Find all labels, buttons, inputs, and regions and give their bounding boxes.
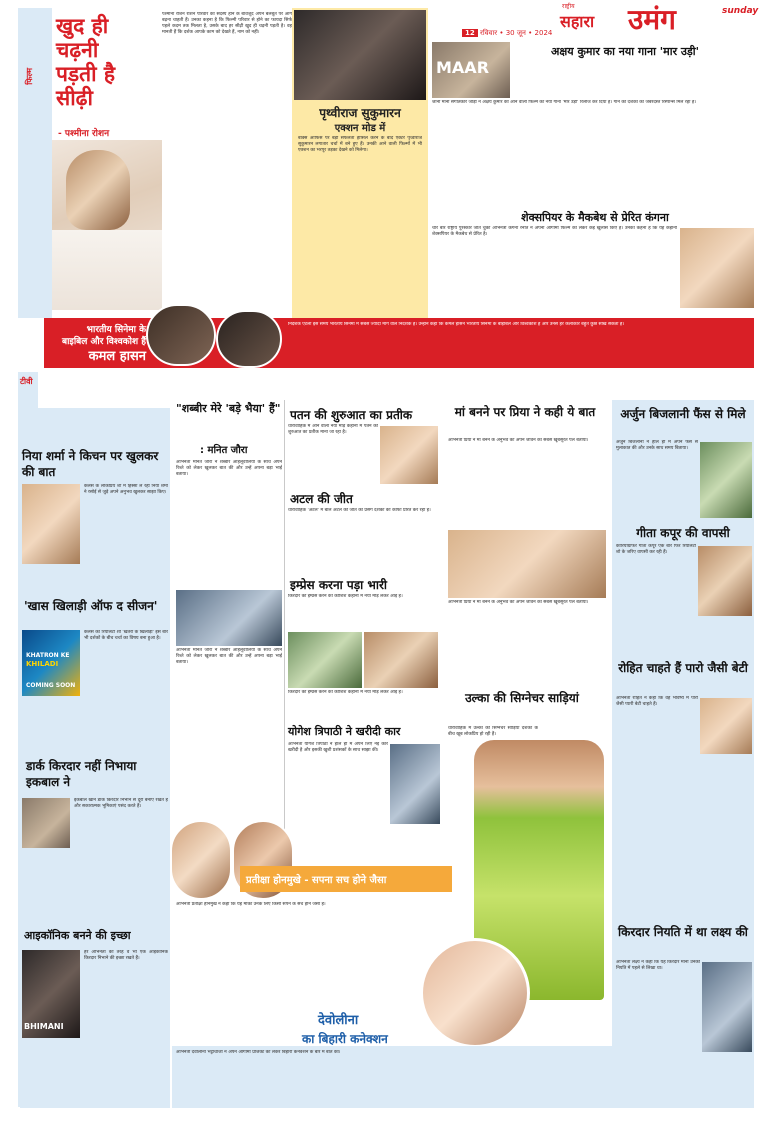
patan-headline: पतन की शुरुआत का प्रतीक	[290, 408, 413, 422]
devoleena-headline: का बिहारी कनेक्शन	[302, 1032, 388, 1046]
kirdar-body: अभिनेता लक्ष्य ने कहा कि यह किरदार मानो उनकी नियति में पहले से लिखा था।	[616, 960, 700, 971]
priya-headline: मां बनने पर प्रिया ने कही ये बात	[454, 405, 596, 419]
kamal-photo-1	[146, 304, 216, 366]
geeta-photo	[698, 546, 752, 616]
akshay-photo	[432, 42, 510, 98]
devoleena-photo	[420, 938, 530, 1048]
lead-headline: खुद ही चढ़नी पड़ती है सीढ़ी	[56, 14, 116, 110]
sidebar-film	[18, 8, 52, 318]
niya-body: कलर्स के लोकप्रिय शो में हिस्सा ले रहीं निया शर्मा ने रसोई से जुड़े अपने अनुभव खुलकर साझा किए।	[84, 484, 168, 495]
impress-photo-1	[288, 632, 362, 688]
kamal-name: कमल हासन	[88, 349, 146, 364]
kangana-body: चार बार राष्ट्रीय पुरस्कार जीत चुकीं अभिनेत्री कंगना रनौत ने अपनी आगामी फिल्म को लेकर कई खुलासे किए हैं। उनका कहना है कि यह कहानी शेक्सपियर के मैकबेथ से प्रेरित है।	[432, 226, 677, 237]
iqbal-photo	[22, 798, 70, 848]
ulka-body: धारावाहिक में उल्का की सिग्नेचर साड़ियां दर्शकों के बीच खूब लोकप्रिय हो रही हैं।	[448, 726, 538, 737]
khatron-badge-3: COMING SOON	[26, 682, 76, 689]
brand-top: राष्ट्रीय	[562, 3, 575, 10]
akshay-body: जानी मानी संगीतकार जोड़ी ने अक्षय कुमार की आने वाली फिल्म का नया गाना 'मार उड़ी' रिलीज कर दिया है। गाने को दर्शकों का जबरदस्त रिस्पॉन्स मिल रहा है।	[432, 100, 697, 105]
col2-divider	[284, 400, 285, 840]
lead-byline: - पश्मीना रोशन	[58, 129, 110, 139]
rohit-headline: रोहित चाहते हैं पारो जैसी बेटी	[618, 661, 748, 675]
prithviraj-tagline: एक्शन मोड में	[334, 123, 386, 134]
khatron-badge-2: KHILADI	[26, 660, 59, 668]
impress-photo-2	[364, 632, 438, 688]
patan-body: धारावाहिक में आने वाला नया मोड़ कहानी में पतन की शुरुआत का प्रतीक माना जा रहा है।	[288, 424, 378, 435]
rohit-body: अभिनेता रोहित ने कहा कि वह भविष्य में पारो जैसी प्यारी बेटी चाहते हैं।	[616, 696, 698, 707]
priya-body-2: अभिनेत्री प्रिया ने मां बनने के अनुभव को अपने जीवन का सबसे खूबसूरत पल बताया।	[448, 600, 589, 605]
yogesh-body: अभिनेता योगेश त्रिपाठी ने हाल ही में अपने लिए नई कार खरीदी है और इसकी खुशी प्रशंसकों के साथ साझा की।	[288, 742, 388, 753]
iconic-headline: आइकॉनिक बनने की इच्छा	[24, 929, 131, 942]
sidebar-tv-label: टीवी	[20, 377, 33, 386]
iqbal-body: इकबाल खान डार्क किरदार निभाने से दूरी बनाए रखते हैं और सकारात्मक भूमिकाएं पसंद करते हैं।	[74, 798, 168, 809]
prithviraj-name: पृथ्वीराज सुकुमारन	[319, 106, 401, 120]
niya-photo	[22, 484, 80, 564]
khatron-headline: 'खास खिलाड़ी ऑफ द सीजन'	[24, 599, 158, 613]
shabir-photo	[176, 590, 282, 646]
akshay-headline: अक्षय कुमार का नया गाना 'मार उड़ी'	[550, 45, 700, 58]
lead-dress	[52, 230, 162, 310]
niya-headline: निया शर्मा ने किचन पर खुलकर की बात	[22, 449, 159, 479]
year: 2024	[534, 29, 553, 37]
ulka-headline: उल्का की सिग्नेचर साड़ियां	[465, 691, 579, 705]
impress-body: किरदार को इम्प्रेस करने की कोशिश कहानी में नया मोड़ लेकर आई है।	[288, 594, 403, 599]
iconic-photo	[22, 950, 80, 1038]
kamal-title-1: भारतीय सिनेमा के	[86, 325, 146, 335]
dateline: 12 रविवार • 30 जून • 2024	[462, 29, 630, 39]
khatron-photo	[22, 630, 80, 696]
akshay-poster-text: MAAR	[436, 58, 490, 77]
lead-photo	[52, 140, 162, 310]
priya-body: अभिनेत्री प्रिया ने मां बनने के अनुभव को अपने जीवन का सबसे खूबसूरत पल बताया।	[448, 438, 589, 443]
devoleena-body: अभिनेत्री देवोलीना भट्टाचार्जी ने अपने आगामी प्रोजेक्ट को लेकर बिहारी कनेक्शन के बारे में बात की।	[176, 1050, 341, 1055]
shabir-byline: : मनित जौरा	[200, 445, 248, 456]
impress-body-2: किरदार को इम्प्रेस करने की कोशिश कहानी में नया मोड़ लेकर आई है।	[288, 690, 403, 695]
patan-photo	[380, 426, 438, 484]
priya-photo	[448, 530, 606, 598]
pratiksha-photo-1	[170, 820, 232, 900]
pratiksha-body: अभिनेत्री प्रतीक्षा होनमुखे ने कहा कि यह मौका उनके लिए किसी सपने के सच होने जैसा है।	[176, 902, 326, 907]
section-logo: उमंग	[628, 3, 676, 36]
kamal-title-2: बाइबिल और विश्वकोश हैं	[61, 337, 146, 347]
brand-logo: सहारा	[560, 12, 595, 31]
khatron-body: कलर्स का रियलिटी शो 'खतरों के खिलाड़ी' इस बार भी दर्शकों के बीच चर्चा का विषय बना हुआ है।	[84, 630, 168, 641]
atal-body: धारावाहिक 'अटल' में बाल अटल की जीत का प्रसंग दर्शकों को काफी प्रेरित कर रहा है।	[288, 508, 431, 513]
date: 30 जून	[505, 29, 526, 37]
shabir-body-2: अभिनेता मनित जौरा ने शब्बीर आहलूवालिया के साथ अपने रिश्ते को लेकर खुलकर बात की और उन्हें अपना बड़ा भाई बताया।	[176, 648, 282, 665]
rohit-photo	[700, 698, 752, 754]
kirdar-headline: किरदार नियति में था लक्ष्य की	[618, 925, 748, 939]
shabir-headline: "शब्बीर मेरे 'बड़े भैया' हैं"	[176, 402, 281, 415]
iconic-poster-text: BHIMANI	[24, 1022, 64, 1031]
impress-headline: इम्प्रेस करना पड़ा भारी	[290, 578, 387, 592]
arjun-body: अर्जुन बिजलानी ने हाल ही में अपने फैंस से मुलाकात की और उनके साथ समय बिताया।	[616, 440, 698, 451]
geeta-headline: गीता कपूर की वापसी	[636, 526, 730, 540]
day: रविवार	[479, 29, 498, 37]
kirdar-photo	[702, 962, 752, 1052]
prithviraj-body: बॉक्स ऑफिस पर बड़ी सफलता हासिल करने के बाद एक्टर पृथ्वीराज सुकुमारन लगातार चर्चा में बने हुए हैं। उनकी आने वाली फिल्मों में भी एक्शन का भरपूर तड़का देखने को मिलेगा।	[298, 136, 422, 153]
iconic-body: हर अभिनेता की तरह वे भी एक आइकॉनिक किरदार निभाने की इच्छा रखते हैं।	[84, 950, 168, 961]
issue-number: 12	[462, 29, 478, 37]
pratiksha-headline: प्रतीक्षा होनमुखे - सपना सच होने जैसा	[246, 875, 387, 886]
atal-headline: अटल की जीत	[290, 492, 353, 506]
shabir-body: अभिनेता मनित जौरा ने शब्बीर आहलूवालिया के साथ अपने रिश्ते को लेकर खुलकर बात की और उन्हें अपना बड़ा भाई बताया।	[176, 460, 282, 477]
lead-face	[66, 150, 130, 230]
kamal-photo-2	[216, 310, 282, 368]
prithviraj-box	[292, 8, 428, 318]
sunday-tag: sunday	[722, 6, 759, 16]
yogesh-photo	[390, 744, 440, 824]
geeta-body: कोरियोग्राफर गीता कपूर एक बार फिर रियलिटी शो के जरिए वापसी कर रही हैं।	[616, 544, 696, 555]
khatron-badge-1: KHATRON KE	[26, 652, 70, 659]
arjun-photo	[700, 442, 752, 518]
pratiksha-banner	[240, 866, 452, 892]
iqbal-headline: डार्क किरदार नहीं निभाया इकबाल ने	[26, 759, 137, 789]
kangana-headline: शेक्सपियर के मैकबेथ से प्रेरित कंगना	[521, 211, 669, 224]
sidebar-film-label: फिल्म	[25, 68, 34, 85]
lead-body: पश्मीना रोशन रोशन परिवार की सदस्य होने के बावजूद अपने बलबूते पर आगे बढ़ना चाहती हैं। उनका कहना है कि फिल्मी परिवार से होने का फायदा सिर्फ पहले कदम तक मिलता है, उसके बाद हर सीढ़ी खुद ही चढ़नी पड़ती है। वह मानती हैं कि दर्शक आपके काम को देखते हैं, नाम को नहीं।	[162, 12, 292, 35]
prithviraj-photo	[294, 10, 426, 100]
kangana-photo	[680, 228, 754, 308]
devoleena-name: देवोलीना	[318, 1013, 359, 1028]
arjun-headline: अर्जुन बिजलानी फैंस से मिले	[620, 407, 746, 421]
kamal-body: निर्देशक एटली इस समय भारतीय सिनेमा में सबसे ज्यादा मांग वाले निर्देशक हैं। उन्होंने कहा कि कमल हासन भारतीय सिनेमा के बाइबिल और विश्वकोश हैं और उनसे हर कलाकार बहुत कुछ सीख सकता है।	[288, 322, 625, 327]
yogesh-headline: योगेश त्रिपाठी ने खरीदी कार	[288, 725, 401, 738]
